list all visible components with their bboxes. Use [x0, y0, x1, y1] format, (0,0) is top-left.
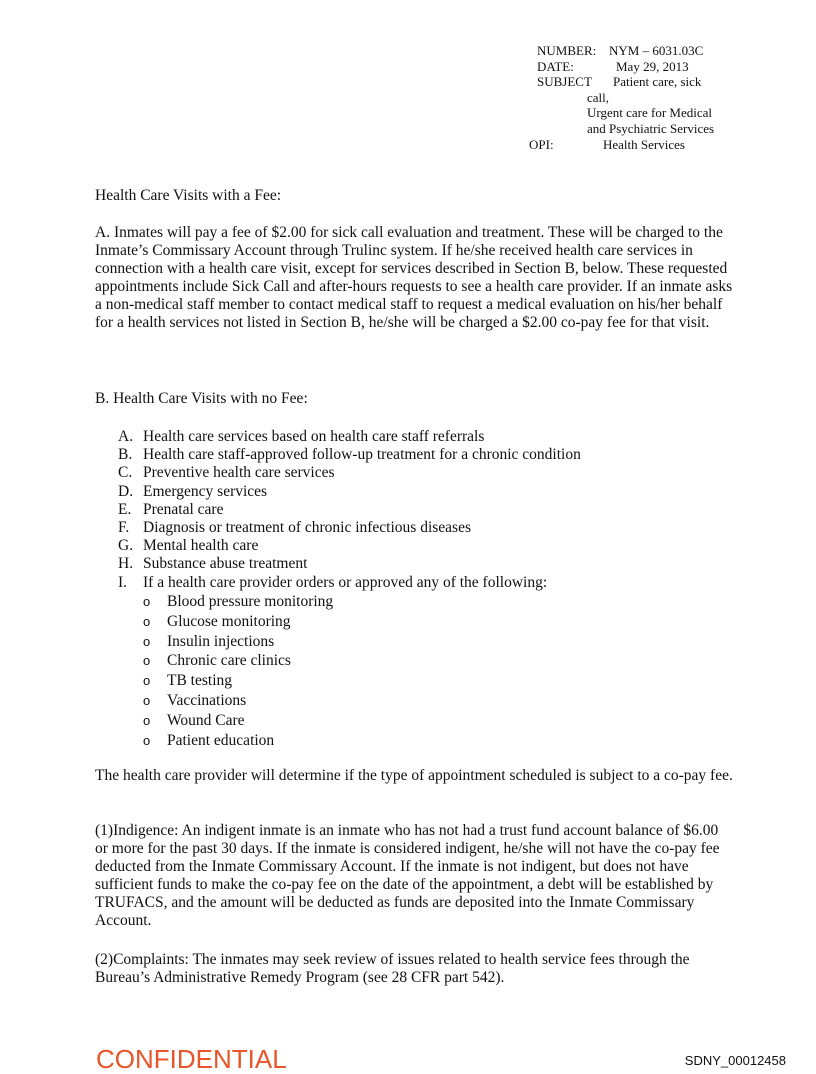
list-item-text: TB testing: [167, 672, 233, 690]
list-marker: B.: [118, 446, 133, 464]
list-item: [143, 613, 333, 633]
list-item-text: Vaccinations: [167, 691, 247, 709]
list-item: [143, 672, 333, 692]
list-marker: E.: [118, 500, 132, 518]
list-item-text: If a health care provider orders or approved any of the following:: [143, 573, 548, 591]
list-marker: I.: [118, 573, 128, 591]
list-item: [118, 483, 581, 501]
list-item: [143, 593, 333, 613]
date-value: May 29, 2013: [616, 58, 689, 74]
list-item-text: Health care staff-approved follow-up treatment for a chronic condition: [143, 446, 581, 464]
number-row: [537, 43, 596, 59]
list-item-text: Diagnosis or treatment of chronic infectious diseases: [143, 518, 471, 536]
number-label: NUMBER:: [537, 43, 597, 58]
bullet-icon: o: [143, 613, 151, 629]
list-marker: A.: [118, 428, 134, 445]
confidential-stamp: CONFIDENTIAL: [96, 1044, 287, 1074]
list-marker: C.: [118, 464, 133, 482]
list-item: [118, 537, 581, 555]
subject-value-line4: and Psychiatric Services: [587, 120, 715, 136]
list-item-text: Insulin injections: [167, 632, 275, 650]
document-header: [0, 0, 816, 160]
list-item: [118, 464, 581, 482]
provider-orders-list: [143, 593, 333, 751]
list-item-text: Health care services based on health care staff referrals: [143, 428, 485, 445]
date-label: DATE:: [537, 58, 574, 74]
bullet-icon: o: [143, 673, 151, 689]
list-item: [118, 446, 581, 464]
bullet-icon: o: [143, 633, 151, 649]
list-item-text: Patient education: [167, 731, 275, 749]
list-item: [118, 574, 581, 592]
bullet-icon: o: [143, 732, 151, 748]
paragraph-b-title: B. Health Care Visits with no Fee:: [95, 390, 308, 407]
paragraph-indigence: (1)Indigence: An indigent inmate is an inmate who has not had a trust fund account balance of $6.00 or more for the past 30 days. If the inmate is considered indigent, he/she will not have the co-pay fee deducted from the Inmate Commissary Account. If the inmate is not indigent, but does not have sufficient funds to make the co-pay fee on the date of the appointment, a debt will be established by TRUFACS, and the amount will be deducted as funds are deposited into the Inmate Commissary Account.: [95, 822, 720, 929]
list-item: [143, 652, 333, 672]
list-marker: G.: [118, 537, 134, 555]
subject-label: SUBJECT: [537, 74, 592, 89]
list-marker: H.: [118, 555, 134, 573]
opi-value: Health Services: [603, 137, 685, 152]
list-item-text: Glucose monitoring: [167, 612, 291, 630]
number-value: NYM – 6031.03C: [609, 43, 704, 58]
bullet-icon: o: [143, 653, 151, 669]
list-item: [143, 712, 333, 732]
section-title: Health Care Visits with a Fee:: [95, 187, 282, 204]
list-item-text: Prenatal care: [143, 500, 224, 518]
bates-number: SDNY_00012458: [684, 1053, 786, 1068]
list-item: [143, 692, 333, 712]
subject-value-line2: call,: [587, 89, 610, 105]
list-item-text: Blood pressure monitoring: [167, 593, 334, 610]
paragraph-a: A. Inmates will pay a fee of $2.00 for sick call evaluation and treatment. These will be charged to the Inmate’s Commissary Account through Trulinc system. If he/she received health care services in connection with a health care visit, except for services described in Section B, below. These requested appointments include Sick Call and after-hours requests to see a health care provider. If an inmate asks a non-medical staff member to contact medical staff to request a medical evaluation on his/her behalf for a health services not listed in Section B, he/she will be charged a $2.00 co-pay fee for that visit.: [95, 224, 733, 331]
list-item: [143, 633, 333, 653]
fee-exempt-list: [118, 428, 581, 592]
list-item: [118, 555, 581, 573]
list-item-text: Preventive health care services: [143, 464, 335, 482]
list-item-text: Mental health care: [143, 537, 259, 555]
list-item: [118, 501, 581, 519]
bullet-icon: o: [143, 712, 151, 728]
subject-value-line1: Patient care, sick: [613, 74, 702, 89]
list-item-text: Emergency services: [143, 482, 268, 500]
list-item: [118, 519, 581, 537]
list-item-text: Substance abuse treatment: [143, 555, 308, 573]
list-marker: F.: [118, 518, 130, 536]
list-item-text: Wound Care: [167, 711, 245, 729]
paragraph-complaints: (2)Complaints: The inmates may seek review of issues related to health service fees through the Bureau’s Administrative Remedy Program (see 28 CFR part 542).: [95, 951, 690, 986]
list-item: [118, 428, 581, 446]
paragraph-provider: The health care provider will determine if the type of appointment scheduled is subject to a co-pay fee.: [95, 767, 733, 784]
list-item-text: Chronic care clinics: [167, 652, 291, 670]
subject-value-line3: Urgent care for Medical: [587, 105, 713, 120]
bullet-icon: o: [143, 692, 151, 708]
list-marker: D.: [118, 482, 134, 500]
bullet-icon: o: [143, 594, 151, 609]
list-item: [143, 732, 333, 752]
opi-label: OPI:: [529, 137, 554, 152]
